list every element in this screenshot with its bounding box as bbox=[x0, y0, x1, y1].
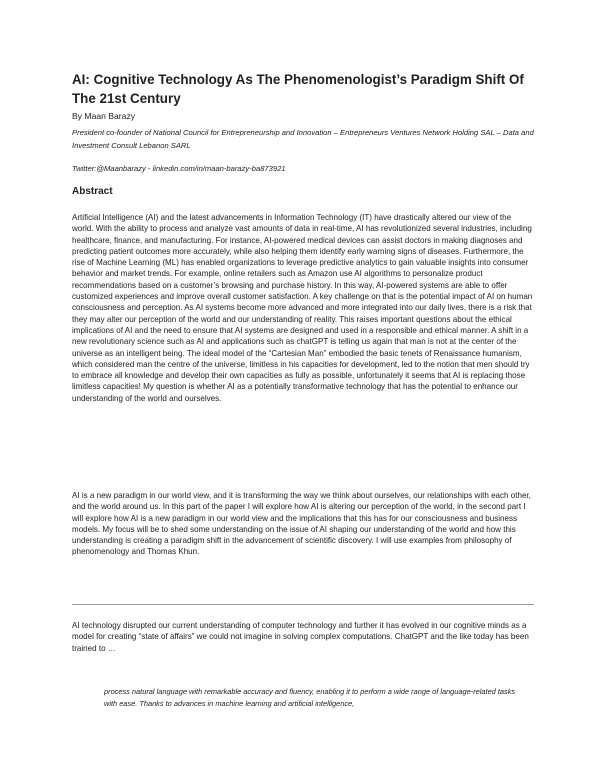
abstract-paragraph-2: AI is a new paradigm in our world view, and it is transforming the way we think about ourselves, our relationships with each other, and the world around us. In this part of the paper I will explore how AI is altering our perception of the world, in the second part I will explore how AI is a new paradigm in our world view and the implications that this has for our consciousness and business models. My focus will be to shed some understanding on the issue of AI shaping our understanding of the world and how this understanding is creating a paradigm shift in the advancement of scientific discovery. I will use examples from philosophy of phenomenology and Thomas Khun. bbox=[72, 491, 531, 557]
author-byline: By Maan Barazy bbox=[72, 111, 136, 121]
section-divider bbox=[72, 604, 534, 605]
author-contacts: Twitter:@Maanbarazy - linkedin.com/in/maan-barazy-ba873921 bbox=[72, 164, 286, 173]
body-paragraph-1: AI technology disrupted our current understanding of computer technology and further it has evolved in our cognitive minds as a model for creating “state of affairs” we could not imagine in solving complex computations. ChatGPT and the like today has been trained to … bbox=[72, 621, 529, 653]
block-quote: process natural language with remarkable accuracy and fluency, enabling it to perform a wide range of language-related tasks with ease. Thanks to advances in machine learning and artificial intelligence, bbox=[104, 687, 516, 708]
paper-title: AI: Cognitive Technology As The Phenomenologist’s Paradigm Shift Of The 21st Century bbox=[72, 72, 524, 106]
abstract-paragraph-1: Artificial Intelligence (AI) and the latest advancements in Information Technology (IT) have drastically altered our view of the world. With the ability to process and analyze vast amounts of data in real-time, AI has revolutionized several industries, including healthcare, finance, and manufacturing. For instance, AI-powered medical devices can assist doctors in making diagnoses and predicting patient outcomes more accurately, while also helping them identify early warning signs of diseases. Furthermore, the rise of Machine Learning (ML) has enabled organizations to leverage predictive analytics to gain valuable insights into consumer behavior and market trends. For example, online retailers such as Amazon use AI algorithms to personalize product recommendations based on a customer’s browsing and purchase history. In this way, AI-powered systems are able to offer customized experiences and improve overall customer satisfaction. A key challenge on that is the potential impact of AI on human consciousness and perception. As AI systems become more advanced and more integrated into our daily lives, there is a risk that they may alter our perception of the world and our understanding of reality. This raises important questions about the ethical implications of AI and the need to ensure that AI systems are designed and used in a responsible and ethical manner. A shift in a new revolutionary science such as AI and applications such as chatGPT is telling us again that man is not at the center of the universe as an intelligent being. The ideal model of the “Cartesian Man” embodied the basic tenets of Renaissance humanism, which considered man the centre of the universe, limitless in his capacities for development, led to the notion that men should try to embrace all knowledge and develop their own capacities as fully as possible, unfortunately it seems that AI is replacing those limitless capacities! My question is whether AI as a potentially transformative technology that has the potential to enhance our understanding of the world and ourselves. bbox=[72, 213, 533, 403]
abstract-heading: Abstract bbox=[72, 186, 113, 197]
author-affiliation: President co-founder of National Council for Entrepreneurship and Innovation – Entrepreneurs Ventures Network Holding SAL – Data and Investment Consult Lebanon SARL bbox=[72, 128, 534, 150]
